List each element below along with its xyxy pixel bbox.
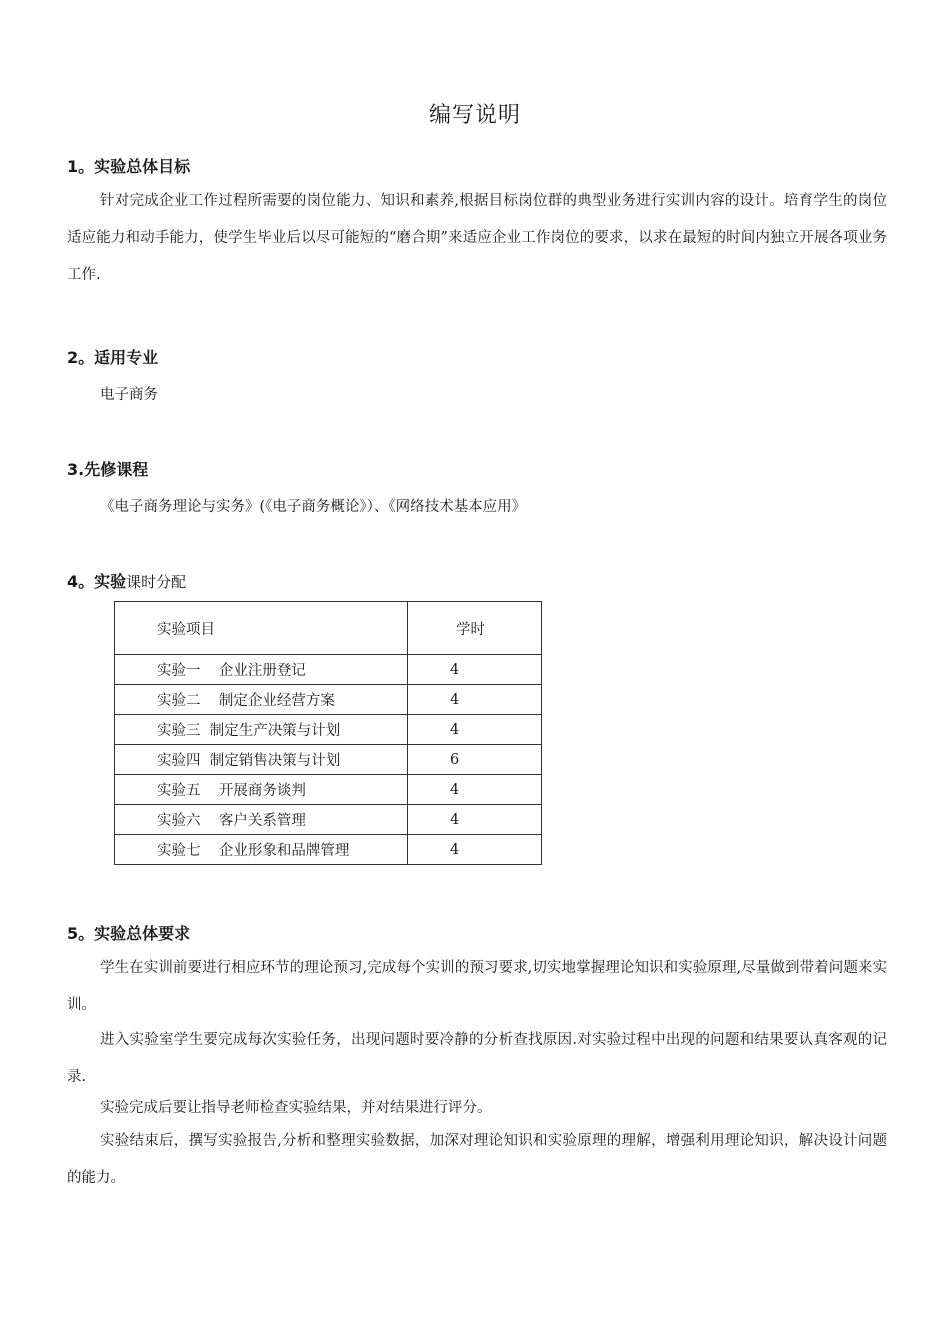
section-4-heading-suffix: 课时分配 xyxy=(126,573,187,591)
document-title: 编写说明 xyxy=(428,103,521,128)
table-cell-hours: 4 xyxy=(408,805,542,835)
table-cell-hours: 4 xyxy=(408,775,542,805)
table-cell-hours: 6 xyxy=(408,745,542,775)
table-cell-project: 实验一 企业注册登记 xyxy=(115,655,408,685)
table-cell-project: 实验四 制定销售决策与计划 xyxy=(115,745,408,775)
table-row xyxy=(115,655,542,685)
section-5-paragraph-1: 学生在实训前要进行相应环节的理论预习,完成每个实训的预习要求,切实地掌握理论知识和实验原理,尽量做到带着问题来实训。 xyxy=(67,960,887,1013)
table-cell-project: 实验六 客户关系管理 xyxy=(115,805,408,835)
table-header-project: 实验项目 xyxy=(115,602,408,655)
table-row xyxy=(115,775,542,805)
table-row xyxy=(115,835,542,865)
table-cell-hours: 4 xyxy=(408,685,542,715)
table-cell-hours: 4 xyxy=(408,835,542,865)
hours-table xyxy=(114,601,542,865)
table-cell-hours: 4 xyxy=(408,655,542,685)
section-2-text: 电子商务 xyxy=(100,387,158,403)
table-row xyxy=(115,715,542,745)
section-5-paragraph-4: 实验结束后，撰写实验报告,分析和整理实验数据，加深对理论知识和实验原理的理解，增强利用理论知识，解决设计问题的能力。 xyxy=(67,1133,887,1186)
section-3-heading: 3.先修课程 xyxy=(67,460,149,479)
table-cell-hours: 4 xyxy=(408,715,542,745)
table-cell-project: 实验三 制定生产决策与计划 xyxy=(115,715,408,745)
section-5-paragraph-3: 实验完成后要让指导老师检查实验结果，并对结果进行评分。 xyxy=(100,1100,492,1116)
table-cell-project: 实验二 制定企业经营方案 xyxy=(115,685,408,715)
section-5-heading: 5。实验总体要求 xyxy=(67,924,191,943)
section-3-text: 《电子商务理论与实务》(《电子商务概论》）、《网络技术基本应用》 xyxy=(100,499,527,515)
section-1-heading: 1。实验总体目标 xyxy=(67,157,191,176)
table-row xyxy=(115,685,542,715)
table-header-hours: 学时 xyxy=(408,602,542,655)
table-cell-project: 实验五 开展商务谈判 xyxy=(115,775,408,805)
section-2-heading: 2。适用专业 xyxy=(67,348,159,367)
section-4-heading xyxy=(67,569,186,592)
table-cell-project: 实验七 企业形象和品牌管理 xyxy=(115,835,408,865)
table-header-row xyxy=(115,602,542,655)
section-4-heading-main: 4。实验 xyxy=(67,572,127,591)
section-5-paragraph-2: 进入实验室学生要完成每次实验任务，出现问题时要冷静的分析查找原因.对实验过程中出现的问题和结果要认真客观的记录. xyxy=(67,1032,887,1085)
table-row xyxy=(115,805,542,835)
section-1-paragraph: 针对完成企业工作过程所需要的岗位能力、知识和素养,根据目标岗位群的典型业务进行实训内容的设计。培育学生的岗位适应能力和动手能力，使学生毕业后以尽可能短的“磨合期”来适应企业工作岗位的要求，以求在最短的时间内独立开展各项业务工作. xyxy=(67,193,887,283)
table-row xyxy=(115,745,542,775)
